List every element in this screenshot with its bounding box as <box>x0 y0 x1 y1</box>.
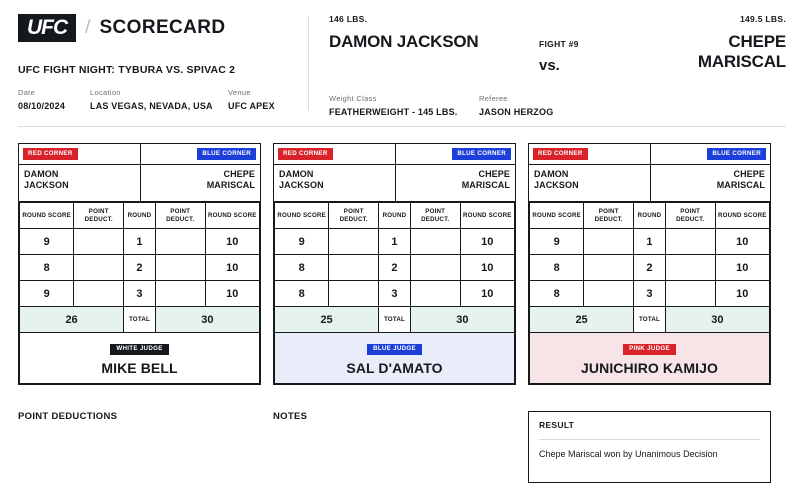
fighters-row <box>329 32 786 74</box>
blue-name-cell <box>395 165 516 201</box>
table-row <box>530 281 770 307</box>
corner-row <box>274 144 515 165</box>
total-row <box>20 307 260 333</box>
scorecards-row <box>0 127 804 385</box>
red-corner-cell <box>529 144 650 164</box>
scorecard-footer <box>0 385 804 483</box>
blue-corner-cell <box>395 144 516 164</box>
brand <box>18 14 298 42</box>
header-red-round-score: ROUND SCORE <box>20 203 74 229</box>
judge-name: SAL D'AMATO <box>346 360 443 376</box>
event-date <box>18 88 90 111</box>
table-row <box>275 281 515 307</box>
judge-tag: PINK JUDGE <box>623 344 676 355</box>
red-name-line2: JACKSON <box>279 180 324 191</box>
blue-name-line1: CHEPE <box>733 169 765 179</box>
blue-round-score: 10 <box>205 281 259 307</box>
round-number: 1 <box>124 229 156 255</box>
red-fighter-block <box>329 32 539 52</box>
weight-class-value: FEATHERWEIGHT - 145 LBS. <box>329 107 458 117</box>
judge-tag: WHITE JUDGE <box>110 344 168 355</box>
header-blue-round-score: ROUND SCORE <box>205 203 259 229</box>
event-date-label: Date <box>18 88 36 97</box>
round-number: 1 <box>634 229 666 255</box>
header-round: ROUND <box>634 203 666 229</box>
total-row <box>275 307 515 333</box>
header-blue-round-score: ROUND SCORE <box>715 203 769 229</box>
corner-row <box>19 144 260 165</box>
blue-point-deduct <box>155 255 205 281</box>
red-point-deduct <box>584 255 634 281</box>
blue-corner-cell <box>140 144 261 164</box>
corner-row <box>529 144 770 165</box>
red-name-line1: DAMON <box>534 169 569 179</box>
blue-round-score: 10 <box>715 281 769 307</box>
table-row <box>20 281 260 307</box>
judge-box <box>274 333 515 384</box>
blue-round-score: 10 <box>460 255 514 281</box>
red-point-deduct <box>329 255 379 281</box>
blue-name-cell <box>140 165 261 201</box>
header-red-point-deduct: POINT DEDUCT. <box>584 203 634 229</box>
ufc-logo: UFC <box>18 14 76 42</box>
names-row <box>19 165 260 202</box>
brand-separator: / <box>85 17 91 38</box>
red-round-score: 9 <box>20 281 74 307</box>
weights-spacer <box>539 14 664 24</box>
fight-number: FIGHT #9 <box>539 39 579 49</box>
round-number: 2 <box>379 255 411 281</box>
round-number: 1 <box>379 229 411 255</box>
blue-weight: 149.5 LBS. <box>740 14 786 24</box>
red-name-cell <box>274 165 395 201</box>
red-round-score: 8 <box>530 255 584 281</box>
blue-point-deduct <box>665 281 715 307</box>
header-red-point-deduct: POINT DEDUCT. <box>74 203 124 229</box>
red-round-score: 9 <box>20 229 74 255</box>
red-point-deduct <box>329 281 379 307</box>
round-number: 2 <box>634 255 666 281</box>
blue-name-line2: MARISCAL <box>716 180 765 191</box>
header-blue-point-deduct: POINT DEDUCT. <box>665 203 715 229</box>
header-blue-round-score: ROUND SCORE <box>460 203 514 229</box>
blue-round-score: 10 <box>460 281 514 307</box>
scorecard <box>273 143 516 385</box>
table-row <box>20 255 260 281</box>
header-red-round-score: ROUND SCORE <box>530 203 584 229</box>
point-deductions-section <box>18 411 261 483</box>
event-meta <box>18 88 298 111</box>
names-row <box>274 165 515 202</box>
red-point-deduct <box>74 229 124 255</box>
blue-name-line2: MARISCAL <box>206 180 255 191</box>
header-red-round-score: ROUND SCORE <box>275 203 329 229</box>
judge-tag: BLUE JUDGE <box>367 344 422 355</box>
blue-point-deduct <box>410 229 460 255</box>
header-round: ROUND <box>124 203 156 229</box>
red-name-cell <box>19 165 140 201</box>
blue-point-deduct <box>410 255 460 281</box>
blue-corner-tag: BLUE CORNER <box>707 148 766 159</box>
scorecard <box>18 143 261 385</box>
vs-label: vs. <box>539 57 560 74</box>
table-header-row <box>20 203 260 229</box>
weight-class <box>329 94 479 117</box>
header-divider <box>308 16 309 110</box>
table-row <box>20 229 260 255</box>
blue-total: 30 <box>665 307 769 333</box>
blue-name-line1: CHEPE <box>478 169 510 179</box>
result-divider <box>539 439 760 440</box>
red-total: 25 <box>275 307 379 333</box>
red-name-line2: JACKSON <box>24 180 69 191</box>
header-blue-point-deduct: POINT DEDUCT. <box>155 203 205 229</box>
header-blue-point-deduct: POINT DEDUCT. <box>410 203 460 229</box>
blue-name-line2: MARISCAL <box>461 180 510 191</box>
round-number: 3 <box>124 281 156 307</box>
blue-round-score: 10 <box>715 255 769 281</box>
blue-corner-cell <box>650 144 771 164</box>
blue-point-deduct <box>665 255 715 281</box>
score-table <box>529 202 770 333</box>
blue-point-deduct <box>410 281 460 307</box>
header-red-point-deduct: POINT DEDUCT. <box>329 203 379 229</box>
header-round: ROUND <box>379 203 411 229</box>
scorecard-header <box>0 0 804 118</box>
red-fighter-name: DAMON JACKSON <box>329 32 479 51</box>
red-round-score: 9 <box>530 229 584 255</box>
notes-label: NOTES <box>273 411 308 422</box>
blue-total: 30 <box>155 307 259 333</box>
red-round-score: 8 <box>275 281 329 307</box>
round-number: 2 <box>124 255 156 281</box>
referee-value: JASON HERZOG <box>479 107 554 117</box>
red-point-deduct <box>584 281 634 307</box>
event-venue-value: UFC APEX <box>228 101 275 111</box>
judge-box <box>529 333 770 384</box>
blue-name-line1: CHEPE <box>223 169 255 179</box>
blue-fighter-name: CHEPE MARISCAL <box>697 32 786 71</box>
notes-section <box>273 411 516 483</box>
weights-row <box>329 14 786 24</box>
result-text: Chepe Mariscal won by Unanimous Decision <box>539 449 718 459</box>
judge-name: MIKE BELL <box>101 360 178 376</box>
event-location-label: Location <box>90 88 121 97</box>
red-corner-cell <box>274 144 395 164</box>
blue-total: 30 <box>410 307 514 333</box>
score-table <box>274 202 515 333</box>
table-row <box>275 229 515 255</box>
table-header-row <box>275 203 515 229</box>
bout-meta <box>329 94 786 117</box>
blue-corner-tag: BLUE CORNER <box>452 148 511 159</box>
blue-round-score: 10 <box>205 255 259 281</box>
scorecard <box>528 143 771 385</box>
blue-point-deduct <box>665 229 715 255</box>
event-date-value: 08/10/2024 <box>18 101 66 111</box>
red-name-line2: JACKSON <box>534 180 579 191</box>
referee-label: Referee <box>479 94 508 103</box>
header-right <box>329 14 786 118</box>
center-block <box>539 39 664 74</box>
round-number: 3 <box>379 281 411 307</box>
red-total: 26 <box>20 307 124 333</box>
result-label: RESULT <box>539 420 575 430</box>
red-point-deduct <box>74 255 124 281</box>
blue-round-score: 10 <box>715 229 769 255</box>
header-left <box>18 14 298 118</box>
referee <box>479 94 629 117</box>
result-box <box>528 411 771 483</box>
table-row <box>530 229 770 255</box>
blue-corner-tag: BLUE CORNER <box>197 148 256 159</box>
point-deductions-label: POINT DEDUCTIONS <box>18 411 118 422</box>
red-corner-tag: RED CORNER <box>278 148 333 159</box>
total-label: TOTAL <box>124 307 156 333</box>
event-venue <box>228 88 275 111</box>
round-number: 3 <box>634 281 666 307</box>
red-name-line1: DAMON <box>24 169 59 179</box>
red-point-deduct <box>74 281 124 307</box>
total-label: TOTAL <box>379 307 411 333</box>
judge-box <box>19 333 260 384</box>
red-round-score: 8 <box>275 255 329 281</box>
red-round-score: 9 <box>275 229 329 255</box>
red-round-score: 8 <box>530 281 584 307</box>
blue-fighter-block <box>664 32 786 72</box>
result-section <box>528 411 771 483</box>
red-point-deduct <box>584 229 634 255</box>
blue-point-deduct <box>155 229 205 255</box>
total-row <box>530 307 770 333</box>
red-total: 25 <box>530 307 634 333</box>
red-corner-tag: RED CORNER <box>23 148 78 159</box>
red-name-cell <box>529 165 650 201</box>
weight-class-label: Weight Class <box>329 94 377 103</box>
red-point-deduct <box>329 229 379 255</box>
total-label: TOTAL <box>634 307 666 333</box>
table-header-row <box>530 203 770 229</box>
table-row <box>275 255 515 281</box>
blue-round-score: 10 <box>460 229 514 255</box>
table-row <box>530 255 770 281</box>
event-location <box>90 88 228 111</box>
names-row <box>529 165 770 202</box>
score-table <box>19 202 260 333</box>
blue-round-score: 10 <box>205 229 259 255</box>
red-corner-tag: RED CORNER <box>533 148 588 159</box>
red-corner-cell <box>19 144 140 164</box>
red-weight: 146 LBS. <box>329 14 368 24</box>
event-title: UFC FIGHT NIGHT: TYBURA VS. SPIVAC 2 <box>18 64 236 76</box>
blue-point-deduct <box>155 281 205 307</box>
event-location-value: LAS VEGAS, NEVADA, USA <box>90 101 213 111</box>
brand-word: SCORECARD <box>99 17 226 38</box>
red-round-score: 8 <box>20 255 74 281</box>
event-venue-label: Venue <box>228 88 251 97</box>
red-name-line1: DAMON <box>279 169 314 179</box>
judge-name: JUNICHIRO KAMIJO <box>581 360 718 376</box>
blue-name-cell <box>650 165 771 201</box>
